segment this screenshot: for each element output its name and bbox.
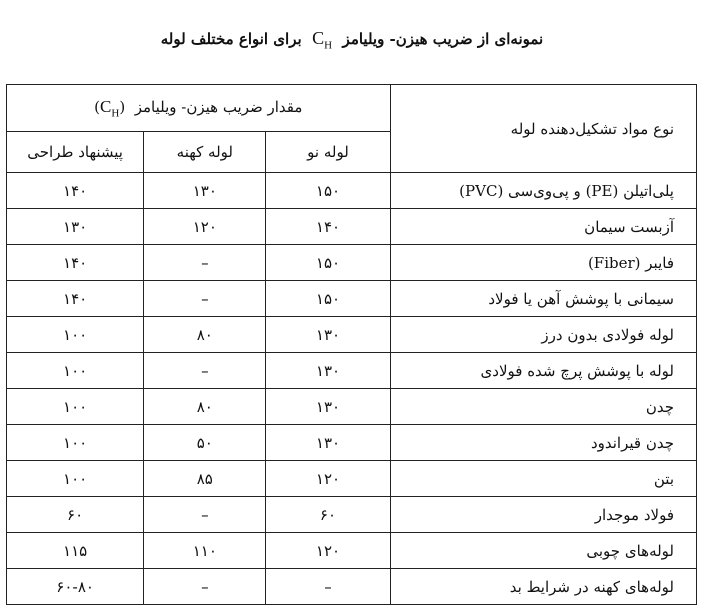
old-pipe-cell: – <box>144 245 266 281</box>
table-row <box>7 173 697 209</box>
material-cell: پلی‌اتیلن (PE) و پی‌وی‌سی (PVC) <box>390 173 696 209</box>
caption-text-after: برای انواع مختلف لوله <box>160 30 302 48</box>
design-cell: ۱۰۰ <box>7 389 144 425</box>
old-pipe-cell: – <box>144 281 266 317</box>
table-row <box>7 317 697 353</box>
header-material: نوع مواد تشکیل‌دهنده لوله <box>390 85 696 173</box>
table-caption <box>0 28 704 52</box>
new-pipe-cell: – <box>266 569 390 605</box>
table-row <box>7 569 697 605</box>
material-cell: سیمانی با پوشش آهن یا فولاد <box>390 281 696 317</box>
new-pipe-cell: ۱۳۰ <box>266 389 390 425</box>
material-cell: لوله‌های کهنه در شرایط بد <box>390 569 696 605</box>
new-pipe-cell: ۶۰ <box>266 497 390 533</box>
material-cell: آزبست سیمان <box>390 209 696 245</box>
table-header-row <box>7 85 697 132</box>
header-coefficient-group: مقدار ضریب هیزن- ویلیامز $(C_H)$ <box>7 85 391 132</box>
coefficient-table <box>6 84 697 605</box>
caption-coefficient-symbol <box>312 28 333 52</box>
material-cell: فایبر (Fiber) <box>390 245 696 281</box>
design-cell: ۱۳۰ <box>7 209 144 245</box>
caption-text-before: نمونه‌ای از ضریب هیزن- ویلیامز <box>342 30 544 48</box>
new-pipe-cell: ۱۳۰ <box>266 353 390 389</box>
old-pipe-cell: ۸۰ <box>144 317 266 353</box>
old-pipe-cell: – <box>144 353 266 389</box>
new-pipe-cell: ۱۵۰ <box>266 281 390 317</box>
design-cell: ۱۰۰ <box>7 425 144 461</box>
table-row <box>7 533 697 569</box>
design-cell: ۱۱۵ <box>7 533 144 569</box>
table-row <box>7 281 697 317</box>
design-cell: ۱۴۰ <box>7 281 144 317</box>
old-pipe-cell: – <box>144 497 266 533</box>
material-cell: لوله‌های چوبی <box>390 533 696 569</box>
caption-symbol-letter: C <box>312 28 325 48</box>
table-row <box>7 389 697 425</box>
table-row <box>7 245 697 281</box>
new-pipe-cell: ۱۲۰ <box>266 533 390 569</box>
new-pipe-cell: ۱۵۰ <box>266 245 390 281</box>
header-symbol-letter: C <box>100 96 112 116</box>
table-row <box>7 497 697 533</box>
material-cell: چدن قیراندود <box>390 425 696 461</box>
header-symbol-subscript: H <box>111 107 120 120</box>
new-pipe-cell: ۱۲۰ <box>266 461 390 497</box>
new-pipe-cell: ۱۵۰ <box>266 173 390 209</box>
table-row <box>7 209 697 245</box>
old-pipe-cell: ۱۱۰ <box>144 533 266 569</box>
material-cell: فولاد موجدار <box>390 497 696 533</box>
header-coefficient-label: مقدار ضریب هیزن- ویلیامز <box>134 97 303 116</box>
old-pipe-cell: ۸۵ <box>144 461 266 497</box>
caption-symbol-subscript: H <box>324 39 333 52</box>
design-cell: ۱۴۰ <box>7 173 144 209</box>
old-pipe-cell: – <box>144 569 266 605</box>
design-cell: ۶۰-۸۰ <box>7 569 144 605</box>
new-pipe-cell: ۱۴۰ <box>266 209 390 245</box>
old-pipe-cell: ۱۳۰ <box>144 173 266 209</box>
header-new-pipe: لوله نو <box>266 132 390 173</box>
design-cell: ۱۰۰ <box>7 353 144 389</box>
table-row <box>7 425 697 461</box>
header-design-suggestion: پیشنهاد طراحی <box>7 132 144 173</box>
design-cell: ۱۰۰ <box>7 317 144 353</box>
design-cell: ۶۰ <box>7 497 144 533</box>
design-cell: ۱۴۰ <box>7 245 144 281</box>
old-pipe-cell: ۵۰ <box>144 425 266 461</box>
design-cell: ۱۰۰ <box>7 461 144 497</box>
new-pipe-cell: ۱۳۰ <box>266 425 390 461</box>
material-cell: بتن <box>390 461 696 497</box>
old-pipe-cell: ۱۲۰ <box>144 209 266 245</box>
table-row <box>7 353 697 389</box>
material-cell: لوله با پوشش پرچ شده فولادی <box>390 353 696 389</box>
new-pipe-cell: ۱۳۰ <box>266 317 390 353</box>
table-row <box>7 461 697 497</box>
material-cell: لوله فولادی بدون درز <box>390 317 696 353</box>
header-old-pipe: لوله کهنه <box>144 132 266 173</box>
old-pipe-cell: ۸۰ <box>144 389 266 425</box>
material-cell: چدن <box>390 389 696 425</box>
header-coefficient-symbol <box>100 96 120 120</box>
